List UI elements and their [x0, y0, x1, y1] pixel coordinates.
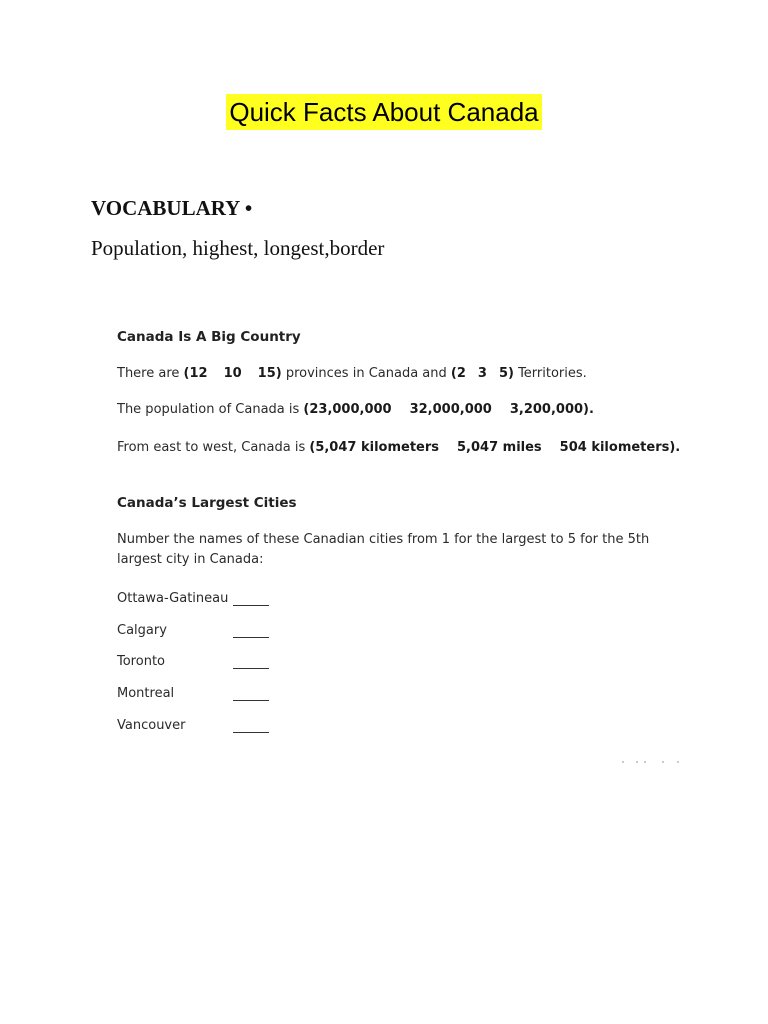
city-name: Toronto: [117, 654, 165, 669]
rank-blank[interactable]: [233, 700, 269, 701]
big-country-heading: Canada Is A Big Country: [117, 329, 301, 345]
cities-instructions: Number the names of these Canadian cities from 1 for the largest to 5 for the 5th largest city in Canada:: [117, 532, 650, 567]
rank-blank[interactable]: [233, 732, 269, 733]
distance-option-2: 5,047 miles: [457, 440, 542, 455]
faint-specks: [622, 760, 680, 764]
city-name: Vancouver: [117, 718, 186, 733]
vocabulary-words: Population, highest, longest,border: [91, 236, 385, 260]
territory-option-5: 5): [498, 366, 514, 381]
city-row: [117, 654, 277, 674]
city-row: [117, 623, 277, 643]
largest-cities-heading: Canada’s Largest Cities: [117, 495, 297, 511]
territory-option-3: 3: [477, 366, 487, 381]
vocabulary-heading: VOCABULARY •: [91, 196, 253, 220]
provinces-question-mid: provinces in Canada and: [281, 366, 451, 381]
rank-blank[interactable]: [233, 605, 269, 606]
city-name: Ottawa-Gatineau: [117, 591, 229, 606]
population-option-1: (23,000,000: [303, 402, 392, 417]
population-question-pre: The population of Canada is: [117, 402, 304, 417]
city-row: [117, 718, 277, 738]
territory-option-2: (2: [450, 366, 466, 381]
population-question: [117, 402, 594, 417]
city-row: [117, 686, 277, 706]
provinces-question-post: Territories.: [513, 366, 587, 381]
rank-blank[interactable]: [233, 668, 269, 669]
province-option-12: (12: [183, 366, 208, 381]
provinces-question: [117, 366, 587, 381]
page-title: Quick Facts About Canada: [226, 94, 541, 130]
distance-option-1: (5,047 kilometers: [309, 440, 439, 455]
city-name: Calgary: [117, 623, 167, 638]
population-option-3: 3,200,000).: [509, 402, 594, 417]
province-option-10: 10: [223, 366, 242, 381]
rank-blank[interactable]: [233, 637, 269, 638]
population-option-2: 32,000,000: [409, 402, 492, 417]
provinces-question-pre: There are: [117, 366, 184, 381]
city-row: [117, 591, 277, 611]
province-option-15: 15): [257, 366, 282, 381]
distance-question: [117, 440, 680, 455]
city-name: Montreal: [117, 686, 175, 701]
distance-option-3: 504 kilometers).: [559, 440, 681, 455]
distance-question-pre: From east to west, Canada is: [117, 440, 310, 455]
title-container: [0, 94, 768, 130]
